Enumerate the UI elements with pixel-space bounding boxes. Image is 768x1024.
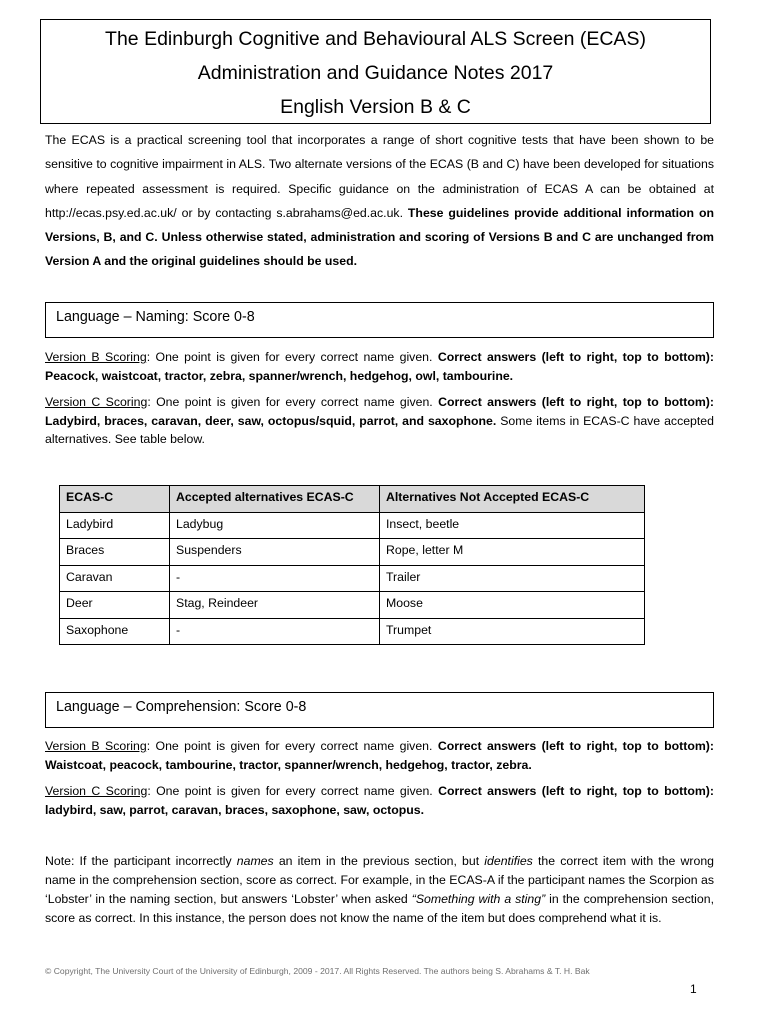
- table-cell: Stag, Reindeer: [170, 592, 380, 619]
- note-identifies: identifies: [484, 854, 533, 868]
- table-cell: Braces: [60, 539, 170, 566]
- naming-c-answers: Correct answers (left to right, top to bottom): Ladybird, braces, caravan, deer, saw, octopus/squid, parrot, and saxophone.: [45, 395, 714, 428]
- title-line-2: Administration and Guidance Notes 2017: [197, 62, 554, 84]
- naming-version-b: [45, 348, 714, 385]
- note-text-2: an item in the previous section, but: [273, 854, 485, 868]
- table-row: [60, 539, 645, 566]
- comprehension-section-heading: Language – Comprehension: Score 0-8: [45, 692, 714, 728]
- naming-b-text: : One point is given for every correct name given.: [146, 350, 438, 364]
- naming-version-c: [45, 393, 714, 449]
- note-paragraph: [45, 852, 714, 928]
- comprehension-c-label: Version C Scoring: [45, 784, 148, 798]
- intro-text: The ECAS is a practical screening tool that incorporates a range of short cognitive tests that have been shown to be sensitive to cognitive impairment in ALS. Two alternate versions of the ECAS (B and C) have been developed for situations where repeated assessment is required. Specific guidance on the administration of ECAS A can be obtained at http://ecas.psy.ed.ac.uk/ or by contacting s.abrahams@ed.ac.uk.: [45, 133, 714, 220]
- table-cell: Trumpet: [380, 618, 645, 645]
- comprehension-version-b: [45, 737, 714, 774]
- table-header-cell: ECAS-C: [60, 486, 170, 513]
- table-cell: Ladybug: [170, 512, 380, 539]
- table-row: [60, 618, 645, 645]
- naming-c-text: : One point is given for every correct name given.: [147, 395, 439, 409]
- naming-c-tail: Some items in ECAS-C have accepted alternatives. See table below.: [45, 413, 714, 446]
- note-text-4: in the comprehension section, score as correct. In this instance, the person does not know the name of the item but does comprehend what it is.: [45, 892, 715, 925]
- title-line-1: The Edinburgh Cognitive and Behavioural ALS Screen (ECAS): [105, 28, 646, 50]
- note-quote: “Something with a sting”: [411, 892, 546, 906]
- table-cell: -: [170, 565, 380, 592]
- naming-section-heading: Language – Naming: Score 0-8: [45, 302, 714, 338]
- note-text-1: Note: If the participant incorrectly: [45, 854, 237, 868]
- naming-b-label: Version B Scoring: [45, 350, 147, 364]
- table-cell: Saxophone: [60, 618, 170, 645]
- table-cell: Trailer: [380, 565, 645, 592]
- note-text-3: the correct item with the wrong name in the comprehension section, score as correct. For example, in the ECAS-A if the participant names the Scorpion as ‘Lobster’ in the naming section, but answers ‘Lobster’ when asked: [45, 854, 715, 906]
- table-cell: Insect, beetle: [380, 512, 645, 539]
- title-box: [40, 19, 711, 124]
- comprehension-b-answers: Correct answers (left to right, top to bottom): Waistcoat, peacock, tambourine, tractor, spanner/wrench, hedgehog, tractor, zebra.: [45, 739, 714, 772]
- table-cell: Moose: [380, 592, 645, 619]
- naming-c-label: Version C Scoring: [45, 395, 148, 409]
- naming-b-answers: Correct answers (left to right, top to bottom): Peacock, waistcoat, tractor, zebra, spanner/wrench, hedgehog, owl, tambourine.: [45, 350, 714, 383]
- table-header-row: [60, 486, 645, 513]
- table-cell: Deer: [60, 592, 170, 619]
- table-row: [60, 512, 645, 539]
- title-line-3: English Version B & C: [280, 96, 471, 118]
- table-cell: Caravan: [60, 565, 170, 592]
- table-row: [60, 565, 645, 592]
- table-cell: Suspenders: [170, 539, 380, 566]
- copyright-footer: © Copyright, The University Court of the University of Edinburgh, 2009 - 2017. All Rights Reserved. The authors being S. Abrahams & T. H. Bak: [45, 966, 590, 976]
- intro-bold-text: These guidelines provide additional information on Versions, B, and C. Unless otherwise stated, administration and scoring of Versions B and C are unchanged from Version A and the original guidelines should be used.: [45, 205, 715, 269]
- table-cell: -: [170, 618, 380, 645]
- table-header-cell: Alternatives Not Accepted ECAS-C: [380, 486, 645, 513]
- comprehension-version-c: [45, 782, 714, 819]
- note-names: names: [236, 854, 274, 868]
- comprehension-c-text: : One point is given for every correct name given.: [147, 784, 439, 798]
- comprehension-c-answers: Correct answers (left to right, top to bottom): ladybird, saw, parrot, caravan, braces, saxophone, saw, octopus.: [45, 784, 714, 817]
- table-header-cell: Accepted alternatives ECAS-C: [170, 486, 380, 513]
- alternatives-table: [59, 485, 645, 645]
- page-number: 1: [690, 982, 697, 996]
- comprehension-b-text: : One point is given for every correct name given.: [146, 739, 438, 753]
- table-row: [60, 592, 645, 619]
- table-cell: Ladybird: [60, 512, 170, 539]
- table-cell: Rope, letter M: [380, 539, 645, 566]
- comprehension-b-label: Version B Scoring: [45, 739, 147, 753]
- intro-paragraph: [45, 128, 714, 274]
